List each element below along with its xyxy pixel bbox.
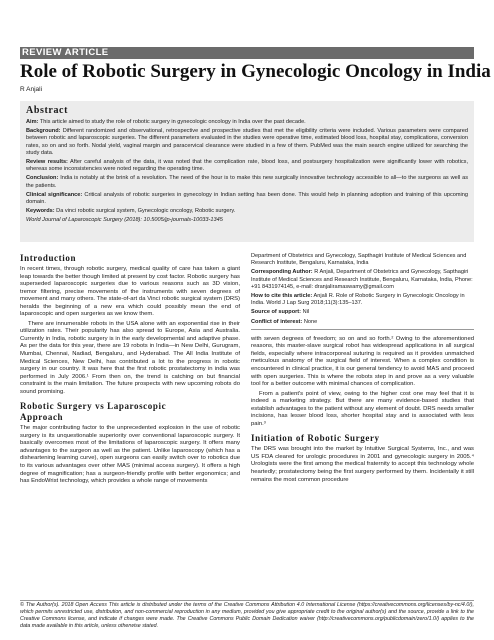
abstract-citation: World Journal of Laparoscopic Surgery (2018): 10.5005/jp-journals-10033-1345 — [26, 216, 223, 223]
introduction-paragraph-2: There are innumerable robots in the USA alone with an exponential rise in their utilization rates. Their popularity has also spread to Europe, Asia and Australia. Currently in India, robotic surgery is in the early developmental and adaptive phase. As per the data for this year, there are 19 robots in India—in New Delhi, Gurugram, Mumbai, Chennai, Nadiad, Bengaluru, and Hyderabad. The All India Institute of Medical Sciences, New Delhi, has contributed a lot to the progress in robotic surgery in our country. It was here that the first robotic prostatectomy in india was performed in July 2006.¹ From then on, the trend is catching on but financial constraint is the main limitation. The future prospects with new upcoming robots do sound promising. — [20, 320, 240, 395]
conflict-of-interest: Conflict of interest: None — [251, 318, 318, 325]
abstract-review-results: Review results: After careful analysis of the data, it was noted that the complication rate, blood loss, and postsurgery hospitalization were significantly lower with robotics, whereas some inconsistencies were noted regarding the operating time. — [26, 159, 468, 173]
affiliation-block — [251, 253, 474, 330]
abstract-aim: Aim: This article aimed to study the role of robotic surgery in gynecologic oncology in India over the past decade. — [26, 119, 306, 125]
footer-divider — [20, 600, 474, 601]
how-to-cite: How to cite this article: Anjali R. Role of Robotic Surgery in Gynecologic Oncology in India. World J Lap Surg 2018;11(3):135–137. — [251, 293, 465, 307]
introduction-heading: Introduction — [20, 253, 77, 263]
abstract-box — [20, 101, 474, 242]
initiation-heading: Initiation of Robotic Surgery — [251, 433, 380, 444]
abstract-background: Background: Different randomized and observational, retrospective and prospective studies that met the eligibility criteria were included. Various parameters were compared between robotic and laparoscopic surgeries. The different parameters evaluated in the studies were operative time, estimated blood loss, hospital stay, complications, conversion rates, so on and so forth. Nodal yield, vaginal margin and paracervical clearance were studied in a few of them. PubMed was the main search engine utilized for searching the study data. — [26, 127, 468, 157]
abstract-keywords: Keywords: Da vinci robotic surgical system, Gynecologic oncology, Robotic surgery. — [26, 207, 236, 214]
source-of-support: Source of support: Nil — [251, 309, 310, 316]
article-title: Role of Robotic Surgery in Gynecologic Oncology in India — [20, 61, 491, 82]
left-column — [20, 253, 240, 488]
affiliation-divider — [251, 329, 474, 330]
introduction-paragraph-1: In recent times, through robotic surgery, medical quality of care has taken a giant leap towards the better though limited at present by cost factor. Robotic surgery has superseded laparoscopic surgeries due to various reasons such as 3D vision, tremor filtering, precise movements of the instruments with seven degrees of movement and many others. The state-of-art da Vinci robotic surgical system (DRS) heralds the beginning of a new era which could possibly mean the end of laparoscopic and open surgeries as we know them. — [20, 266, 240, 318]
right-paragraph-2: From a patient's point of view, owing to the higher cost one may feel that it is indeed a marketing strategy. But there are many evidence-based studies that establish advantages to the patient without any element of doubt. DRS needs smaller incisions, has lesser blood loss, shorter hospital stay and is associated with less pain.³ — [251, 390, 474, 427]
right-paragraph-1: with seven degrees of freedom; so on and so forth.² Owing to the aforementioned reasons, this master-slave surgical robot has widespread applications in all surgical fields, especially where intracorporeal suturing is required as it provides unmatched meticulous anatomy of the surgical field of interest. When a complex condition is encountered in clinical practice, it is our general tendency to avoid MAS and proceed with open surgeries. This is where the robots step in and prove as a very valuable tool for a better outcome with minimal chances of complication. — [251, 335, 474, 388]
author-name: R Anjali — [20, 86, 43, 93]
robotic-vs-laparoscopic-paragraph: The major contributing factor to the unprecedented explosion in the use of robotic surgery is its unquestionable superiority over conventional laparoscopic surgery. It basically overcomes most of the limitations of laparoscopic surgery. It offers many advantages to the surgeon as well as the patient. Unlike laparoscopy (which has a disheartening learning curve), open surgeons can easily switch over to robotics due to its various advantages over other MAS (minimal access surgery). It offers a high degree of magnification; has a surgeon-friendly profile with better ergonomics; and has EndoWrist technology, which provides a whole range of movements — [20, 425, 240, 485]
article-type-label: REVIEW ARTICLE — [22, 47, 109, 58]
abstract-clinical-significance: Clinical significance: Critical analysis of robotic surgeries in gynecology in Indian setting has been done. This would help in planning adoption and training of this upcoming domain. — [26, 191, 468, 206]
abstract-conclusion: Conclusion: India is notably at the brink of a revolution. The need of the hour is to make this new surgically innovative technology accessible to all—to the surgeons as well as the patients. — [26, 175, 468, 189]
initiation-paragraph: The DRS was brought into the market by Intuitive Surgical Systems, Inc., and was US FDA cleared for urologic procedures in 2001 and gynecologic surgery in 2005.⁴ Urologists were the first among the medical fraternity to accept this technology whole heartedly; prostatectomy being the first surgery performed by them. Incidentally it still remains the most common procedure — [251, 446, 474, 483]
corresponding-author: Corresponding Author: R Anjali, Department of Obstetrics and Gynecology, Sapthagiri Institute of Medical Sciences and Research Institute, Bengaluru, Karnataka, India, Phone: +91 8431974145, e-mail: dranjaliramaswamy@gmail.com — [251, 269, 473, 290]
section-robotic-vs-laparoscopic-heading: Robotic Surgery vs Laparoscopic Approach — [20, 401, 167, 423]
right-column — [251, 253, 474, 486]
abstract-heading: Abstract — [26, 105, 69, 116]
article-type-banner — [20, 47, 474, 59]
license-footer: © The Author(s). 2018 Open Access This article is distributed under the terms of the Creative Commons Attribution 4.0 International License (https://creativecommons.org/licenses/by-nc/4.0/), which permits unrestricted use, distribution, and non-commercial reproduction in any medium, provided you give appropriate credit to the original author(s) and the source, provide a link to the Creative Commons license, and indicate if changes were made. The Creative Commons Public Domain Dedication waiver (http://creativecommons.org/publicdomain/zero/1.0/) applies to the data made available in this article, unless otherwise stated. — [20, 602, 474, 629]
affiliation: Department of Obstetrics and Gynecology, Sapthagiri Institute of Medical Sciences and Research Institute, Bengaluru, Karnataka, India — [251, 253, 467, 267]
